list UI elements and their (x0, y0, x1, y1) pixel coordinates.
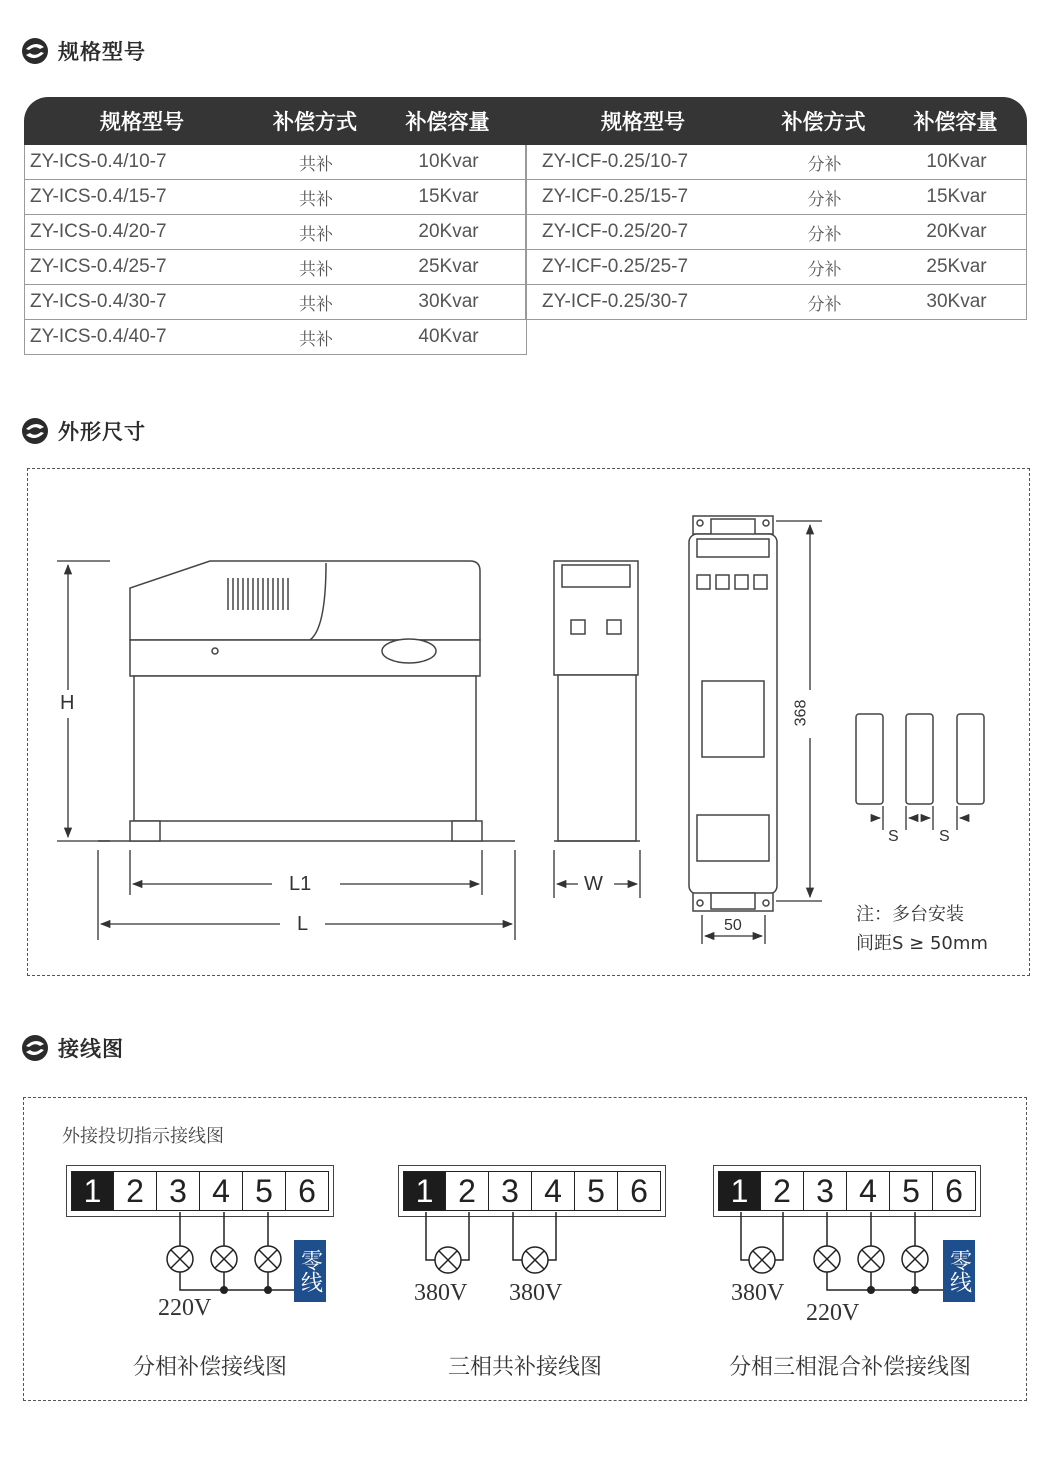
voltage-380-3: 380V (731, 1280, 785, 1306)
cell-mode: 共补 (299, 224, 333, 245)
cell-capacity: 20Kvar (926, 221, 987, 242)
cell-capacity: 15Kvar (926, 186, 987, 207)
header-model: 规格型号 (601, 110, 685, 134)
neutral-label-3: 零线 (943, 1240, 975, 1302)
terminal-2: 2 (761, 1171, 804, 1211)
wiring-title-text: 接线图 (58, 1037, 124, 1061)
cell-model: ZY-ICS-0.4/15-7 (30, 186, 167, 207)
terminal-2: 2 (446, 1171, 489, 1211)
front-badge (382, 639, 436, 663)
wiring-section-title (20, 1030, 124, 1066)
terminal-3: 3 (489, 1171, 532, 1211)
terminal-4: 4 (532, 1171, 575, 1211)
cell-capacity: 10Kvar (926, 151, 987, 172)
cell-mode: 共补 (299, 154, 333, 175)
cell-model: ZY-ICS-0.4/10-7 (30, 151, 167, 172)
header-mode: 补偿方式 (781, 110, 866, 134)
wiring-subtitle: 外接投切指示接线图 (62, 1126, 224, 1147)
voltage-380-1: 380V (414, 1280, 468, 1306)
cell-model: ZY-ICS-0.4/30-7 (30, 291, 167, 312)
dim-label-l: L (297, 913, 309, 935)
front-top-housing (130, 561, 480, 640)
terminal-4: 4 (200, 1171, 243, 1211)
cell-model: ZY-ICF-0.25/10-7 (542, 151, 689, 172)
caption-three-phase: 三相共补接线图 (447, 1355, 602, 1380)
caption-mixed: 分相三相混合补偿接线图 (728, 1355, 971, 1380)
terminal-6: 6 (933, 1171, 976, 1211)
cell-capacity: 30Kvar (418, 291, 479, 312)
cell-mode: 分补 (807, 189, 842, 210)
dim-label-368: 368 (792, 699, 810, 727)
cell-capacity: 25Kvar (418, 256, 479, 277)
cell-capacity: 10Kvar (418, 151, 479, 172)
brand-logo-icon (20, 1033, 50, 1063)
cell-model: ZY-ICS-0.4/20-7 (30, 221, 167, 242)
voltage-220-2: 220V (806, 1300, 860, 1326)
terminal-1: 1 (718, 1171, 761, 1211)
spec-title-text: 规格型号 (58, 40, 146, 64)
header-capacity: 补偿容量 (913, 110, 998, 134)
install-note-line1: 注：多台安装 (856, 904, 964, 925)
cell-mode: 共补 (299, 259, 333, 280)
cell-model: ZY-ICS-0.4/25-7 (30, 256, 167, 277)
terminal-1: 1 (71, 1171, 114, 1211)
cell-capacity: 15Kvar (418, 186, 479, 207)
side-view (554, 561, 640, 841)
cell-mode: 分补 (807, 224, 842, 245)
cell-capacity: 25Kvar (926, 256, 987, 277)
dim-label-50: 50 (724, 917, 742, 934)
cell-capacity: 40Kvar (418, 326, 479, 347)
cell-capacity: 20Kvar (418, 221, 479, 242)
header-mode: 补偿方式 (273, 110, 357, 134)
dim-label-s2: S (939, 828, 950, 845)
cell-capacity: 30Kvar (926, 291, 987, 312)
header-capacity: 补偿容量 (405, 110, 490, 134)
cell-model: ZY-ICF-0.25/25-7 (542, 256, 689, 277)
install-note-line2: 间距S ≥ 50mm (856, 933, 988, 954)
cell-model: ZY-ICS-0.4/40-7 (30, 326, 167, 347)
terminal-6: 6 (286, 1171, 329, 1211)
neutral-label-1: 零线 (294, 1240, 326, 1302)
terminal-5: 5 (890, 1171, 933, 1211)
terminal-6: 6 (618, 1171, 661, 1211)
cell-mode: 分补 (807, 259, 842, 280)
dim-label-w: W (584, 873, 603, 895)
cell-model: ZY-ICF-0.25/15-7 (542, 186, 689, 207)
cell-model: ZY-ICF-0.25/20-7 (542, 221, 689, 242)
cell-mode: 共补 (299, 189, 333, 210)
cell-mode: 分补 (807, 154, 842, 175)
cell-mode: 共补 (299, 329, 333, 350)
terminal-2: 2 (114, 1171, 157, 1211)
terminal-5: 5 (243, 1171, 286, 1211)
cell-model: ZY-ICF-0.25/30-7 (542, 291, 689, 312)
terminal-3: 3 (804, 1171, 847, 1211)
voltage-380-2: 380V (509, 1280, 563, 1306)
spacing-units (856, 714, 984, 804)
dim-label-h: H (60, 692, 75, 714)
front-body (134, 676, 476, 821)
terminal-1: 1 (403, 1171, 446, 1211)
voltage-220-1: 220V (158, 1295, 212, 1321)
dim-label-s1: S (888, 828, 899, 845)
terminal-5: 5 (575, 1171, 618, 1211)
top-view (689, 516, 777, 911)
caption-split-phase: 分相补偿接线图 (132, 1355, 287, 1380)
dim-label-l1: L1 (289, 873, 312, 895)
cell-mode: 分补 (807, 294, 842, 315)
cell-mode: 共补 (299, 294, 333, 315)
dim-title-text: 外形尺寸 (58, 420, 146, 444)
terminal-3: 3 (157, 1171, 200, 1211)
terminal-4: 4 (847, 1171, 890, 1211)
header-model: 规格型号 (100, 110, 184, 134)
